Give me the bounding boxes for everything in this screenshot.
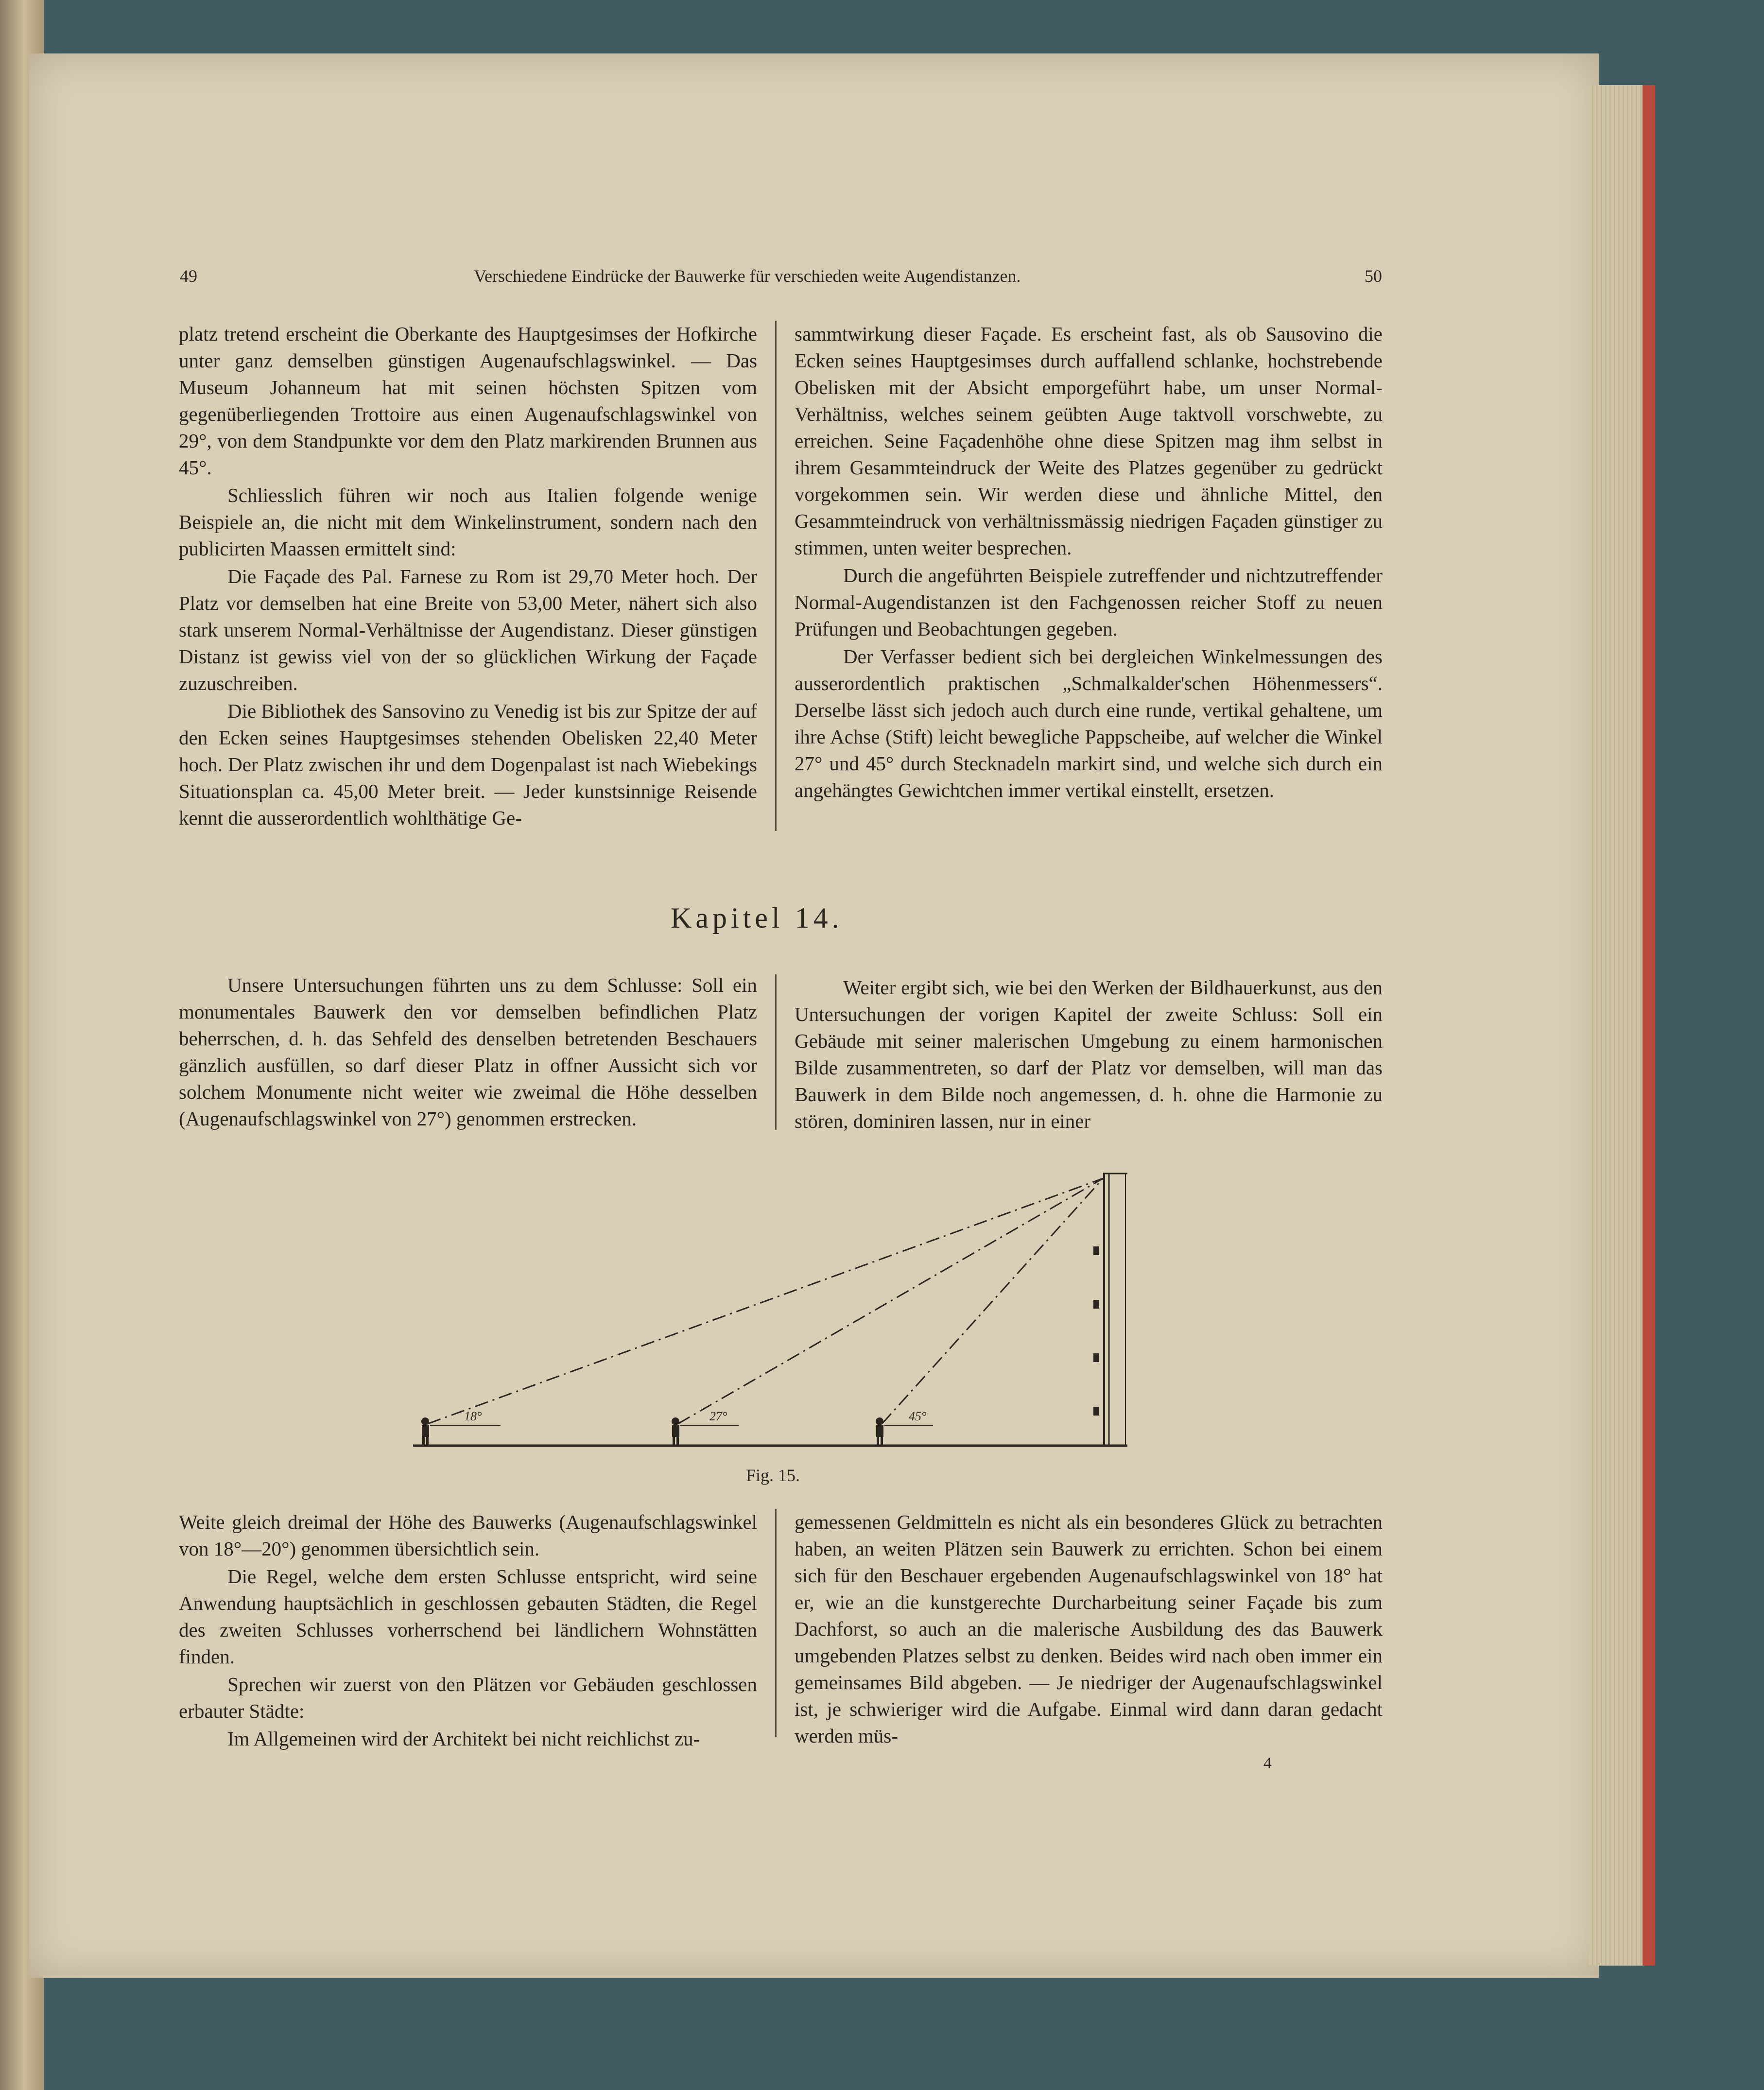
- signature-mark: 4: [1263, 1754, 1272, 1772]
- section1-right-column: [795, 321, 1383, 804]
- paragraph: Im Allgemeinen wird der Architekt bei nicht reichlichst zu-: [227, 1727, 700, 1750]
- paragraph: Die Façade des Pal. Farnese zu Rom ist 29,70 Meter hoch. Der Platz vor demselben hat eine Breite von 53,00 Meter, nähert sich also stark unserem Normal-Verhältnisse der Augendistanz. Dieser günstigen Distanz ist gewiss viel von der so glücklichen Wirkung der Façade zuzuschreiben.: [179, 565, 757, 694]
- page-fore-edge: [1589, 85, 1643, 1966]
- right-page-number: 50: [1365, 266, 1382, 286]
- observer-figure: [876, 1417, 883, 1446]
- paragraph: Weite gleich dreimal der Höhe des Bauwerks (Augenaufschlagswinkel von 18°—20°) genommen übersichtlich sein.: [179, 1511, 757, 1560]
- paragraph: gemessenen Geldmitteln es nicht als ein besonderes Glück zu betrachten haben, an weiten Plätzen sein Bauwerk zu errichten. Schon bei einem sich für den Beschauer ergebenden Augenaufschlagswinkel von 18° hat er, wie an die kunstgerechte Durcharbeitung seiner Façade bis zum Dachforst, so auch an die malerische Ausbildung des das Bauwerk umgebenden Platzes selbst zu denken. Beides wird nach oben immer ein gemeinsames Bild abgeben. — Je niedriger der Augenaufschlagswinkel ist, je schwieriger wird die Aufgabe. Einmal wird dann daran gedacht werden müs-: [795, 1511, 1383, 1747]
- sight-line-27: [678, 1178, 1103, 1424]
- sight-line-45: [882, 1178, 1103, 1424]
- observer-figure: [672, 1417, 679, 1446]
- red-cover-edge: [1643, 85, 1655, 1966]
- angle-label-18: 18°: [464, 1409, 482, 1423]
- section2-left-column: [179, 972, 757, 1132]
- paragraph: platz tretend erscheint die Oberkante des Hauptgesimses der Hofkirche unter ganz demselben günstigen Augenaufschlagswinkel. — Das Museum Johanneum hat mit seinen höchsten Spitzen vom gegenüberliegenden Trottoire aus einen Augenaufschlagswinkel von 29°, von dem Standpunkte vor dem den Platz markirenden Brunnen aus 45°.: [179, 323, 757, 479]
- angle-label-45: 45°: [909, 1409, 927, 1423]
- section2-right-column: [795, 974, 1383, 1135]
- paragraph: Sprechen wir zuerst von den Plätzen vor Gebäuden geschlossen erbauter Städte:: [179, 1673, 757, 1722]
- paragraph: Unsere Untersuchungen führten uns zu dem Schlusse: Soll ein monumentales Bauwerk den vor demselben befindlichen Platz beherrschen, d. h. das Sehfeld des denselben betretenden Beschauers gänzlich ausfüllen, so darf dieser Platz in offner Aussicht sich vor solchem Monumente nicht weiter wie zweimal die Höhe desselben (Augenaufschlagswinkel von 27°) genommen erstrecken.: [179, 974, 757, 1130]
- paragraph: sammtwirkung dieser Façade. Es erscheint fast, als ob Sausovino die Ecken seines Hauptgesimses durch auffallend schlanke, hochstrebende Obelisken mit der Absicht emporgeführt habe, um unser Normal-Verhältniss, welches seinem geübten Auge taktvoll vorschwebte, zu erreichen. Seine Façadenhöhe ohne diese Spitzen mag ihm selbst in ihrem Gesammteindruck der Weite des Platzes gegenüber zu gedrückt vorgekommen sein. Wir werden diese und ähnliche Mittel, den Gesammteindruck von verhältnissmässig niedrigen Façaden günstiger zu stimmen, unten weiter besprechen.: [795, 323, 1383, 559]
- column-divider: [775, 974, 777, 1130]
- chapter-title: Kapitel 14.: [671, 902, 843, 934]
- running-title: Verschiedene Eindrücke der Bauwerke für verschieden weite Augendistanzen.: [474, 266, 1021, 286]
- paragraph: Weiter ergibt sich, wie bei den Werken der Bildhauerkunst, aus den Untersuchungen der vorigen Kapitel der zweite Schluss: Soll ein Gebäude mit seiner malerischen Umgebung zu einem harmonischen Bilde zusammentreten, so darf der Platz vor demselben, will man das Bauwerk in dem Bilde noch angemessen, d. h. ohne die Harmonie zu stören, dominiren lassen, nur in einer: [795, 976, 1383, 1132]
- paragraph: Der Verfasser bedient sich bei dergleichen Winkelmessungen des ausserordentlich praktischen „Schmalkalder'schen Höhenmessers“. Derselbe lässt sich jedoch auch durch eine runde, vertikal gehaltene, um ihre Achse (Stift) leicht bewegliche Pappscheibe, auf welcher die Winkel 27° und 45° durch Stecknadeln markirt sind, und welche sich durch ein angehängtes Gewichtchen immer vertikal einstellt, ersetzen.: [795, 645, 1383, 801]
- sight-line-18: [428, 1178, 1103, 1424]
- figure-caption: Fig. 15.: [746, 1466, 800, 1485]
- paragraph: Die Bibliothek des Sansovino zu Venedig ist bis zur Spitze der auf den Ecken seines Hauptgesimses stehenden Obelisken 22,40 Meter hoch. Der Platz zwischen ihr und dem Dogenpalast ist nach Wiebekings Situationsplan ca. 45,00 Meter breit. — Jeder kunstsinnige Reisende kennt die ausserordentlich wohlthätige Ge-: [179, 700, 757, 829]
- paragraph: Durch die angeführten Beispiele zutreffender und nichtzutreffender Normal-Augendistanzen ist den Fachgenossen reicher Stoff zu neuen Prüfungen und Beobachtungen gegeben.: [795, 564, 1383, 640]
- section3-left-column: [179, 1509, 757, 1752]
- paragraph: Schliesslich führen wir noch aus Italien folgende wenige Beispiele an, die nicht mit dem Winkelinstrument, sondern nach den publicirten Maassen ermittelt sind:: [179, 484, 757, 560]
- paragraph: Die Regel, welche dem ersten Schlusse entspricht, wird seine Anwendung hauptsächlich in geschlossen gebauten Städten, die Regel des zweiten Schlusses vorherrschend bei ländlichern Wohnstätten finden.: [179, 1565, 757, 1668]
- column-divider: [775, 1509, 777, 1737]
- observer-figure: [421, 1417, 429, 1446]
- section1-left-column: [179, 321, 757, 831]
- angle-figure: [403, 1159, 1142, 1455]
- section3-right-column: [795, 1509, 1383, 1749]
- angle-label-27: 27°: [709, 1409, 727, 1423]
- column-divider: [775, 321, 777, 831]
- left-page-number: 49: [180, 266, 197, 286]
